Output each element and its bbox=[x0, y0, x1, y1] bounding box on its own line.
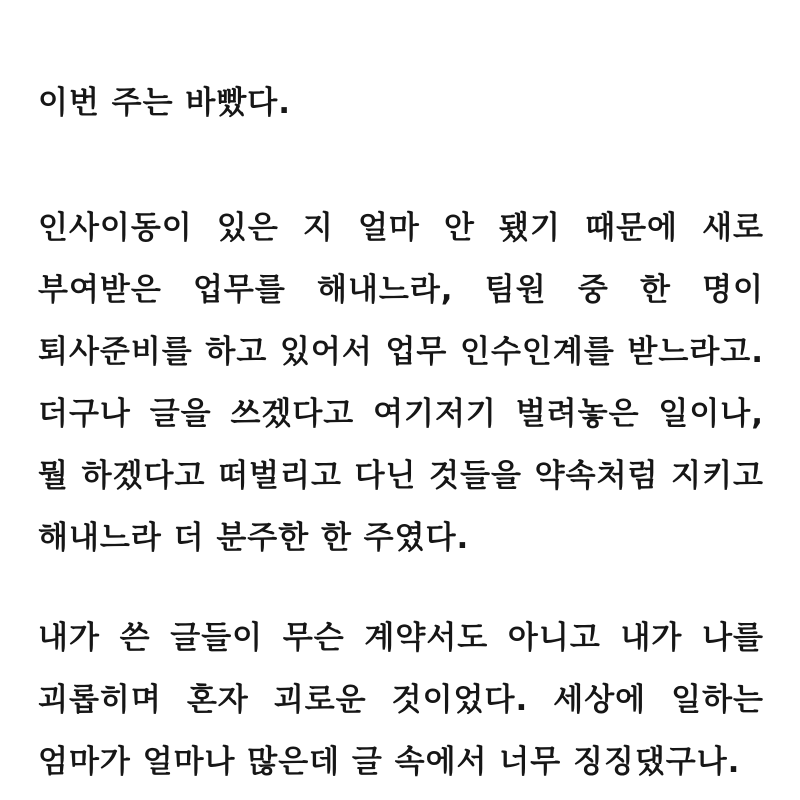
journal-text bbox=[38, 72, 764, 793]
paragraph-body-reflection: 내가 쓴 글들이 무슨 계약서도 아니고 내가 나를 괴롭히며 혼자 괴로운 것이었다. 세상에 일하는 엄마가 얼마나 많은데 글 속에서 너무 징징댔구나. bbox=[38, 620, 764, 780]
paragraph-opening: 이번 주는 바빴다. bbox=[38, 85, 291, 121]
paragraph-body-busy-week: 인사이동이 있은 지 얼마 안 됐기 때문에 새로 부여받은 업무를 해내느라, 팀원 중 한 명이 퇴사준비를 하고 있어서 업무 인수인계를 받느라고. 더구나 글을 쓰겠다고 여기저기 벌려놓은 일이나, 뭘 하겠다고 떠벌리고 다닌 것들을 약속처럼 지키고 해내느라 더 분주한 한 주였다. bbox=[38, 210, 764, 556]
